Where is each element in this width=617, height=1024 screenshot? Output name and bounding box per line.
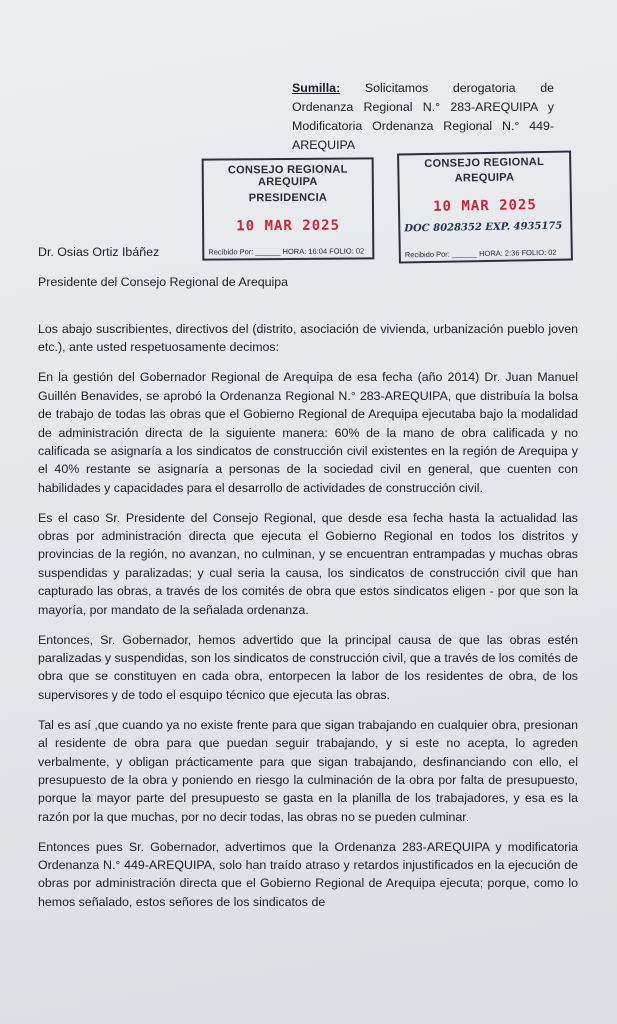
stamp-date: 10 MAR 2025 — [236, 217, 341, 235]
paragraph: Tal es así ,que cuando ya no existe frente para que sigan trabajando en cualquier obra, presionan al residente de obra para que puedan seguir trabajando, y si este no acepta, lo agreden verbalmente, y obligan prácticamente para que sigan trabajando, desfinanciando con ello, el presupuesto de la obra y poniendo en riesgo la culminación de la obra por falta de presupuesto, porque la mayor parte del presupuesto se gasta en la planilla de los trabajadores, y esa es la razón por la que muchas, por no decir todas, las obras no se pueden culminar. — [38, 717, 578, 824]
sumilla-text: Solicitamos derogatoria de Ordenanza Regional N.° 283-AREQUIPA y Modificatoria Ordenanza Regional N.° 449-AREQUIPA — [292, 81, 554, 152]
stamp-title: CONSEJO REGIONAL — [424, 155, 545, 171]
stamp-subtitle: AREQUIPA — [454, 171, 515, 185]
letter-body — [38, 320, 578, 923]
paragraph: Los abajo suscribientes, directivos del (distrito, asociación de vivienda, urbanización pueblo joven etc.), ante usted respetuosamente decimos: — [38, 322, 578, 355]
paragraph: Es el caso Sr. Presidente del Consejo Regional, que desde esa fecha hasta la actualidad las obras por administración directa que ejecuta el Gobierno Regional en todos los distritos y provincias de la región, no avanzan, no culminan, y se encuentran entrampadas y muchas obras suspendidas y paralizadas; y cual seria la causa, los sindicatos de construcción civil que han capturado las obras, a través de los comités de obra que estos sindicatos eligen - por que son la mayoría, por mandato de la señalada ordenanza. — [38, 510, 578, 617]
stamp-title: CONSEJO REGIONAL AREQUIPA — [227, 163, 348, 189]
paragraph: Entonces pues Sr. Gobernador, advertimos que la Ordenanza 283-AREQUIPA y modificatoria Ordenanza N.° 449-AREQUIPA, solo han traído atraso y retardos injustificados en la ejecución de obras por administración directa que el Gobierno Regional de Arequipa ejecuta; porque, como lo hemos señalado, estos señores de los sindicatos de — [38, 839, 578, 909]
reception-stamp-presidencia — [202, 157, 375, 260]
stamp-footer: Recibido Por: ______ HORA: 2:36 FOLIO: 02 — [404, 247, 557, 260]
sumilla-label: Sumilla: — [292, 81, 341, 95]
stamp-subtitle: PRESIDENCIA — [248, 191, 328, 205]
paragraph: En la gestión del Gobernador Regional de Arequipa de esa fecha (año 2014) Dr. Juan Manuel Guillén Benavides, se aprobó la Ordenanza Regional N.° 283-AREQUIPA, que distribuía la bolsa de trabajo de todas las obras que el Gobierno Regional de Arequipa ejecutaba bajo la modalidad de administración directa de la siguiente manera: 60% de la mano de obra calificada y no calificada se asignaría a los sindicatos de construcción civil existentes en la región de Arequipa y el 40% restante se asignaría a personas de la sociedad civil en general, que cuenten con habilidades y capacidades para el desarrollo de actividades de construcción civil. — [38, 370, 578, 495]
stamp-footer: Recibido Por: ______ HORA: 16:04 FOLIO: 02 — [208, 246, 365, 257]
stamp-doc-number: DOC 8028352 EXP. 4935175 — [404, 220, 563, 235]
paragraph: Entonces, Sr. Gobernador, hemos advertido que la principal causa de que las obras estén paralizadas y suspendidas, son los sindicatos de construcción civil, que a través de los comités de obra que se constituyen en cada obra, entorpecen la labor de los residentes de obra, de los supervisores y de todo el esquipo técnico que ejecuta las obras. — [38, 632, 578, 702]
addressee-name: Dr. Osias Ortiz Ibáñez — [38, 245, 160, 259]
addressee-position: Presidente del Consejo Regional de Arequipa — [38, 275, 289, 289]
stamp-date: 10 MAR 2025 — [432, 197, 537, 215]
reception-stamp-consejo — [397, 150, 573, 263]
sumilla-block — [292, 79, 554, 155]
